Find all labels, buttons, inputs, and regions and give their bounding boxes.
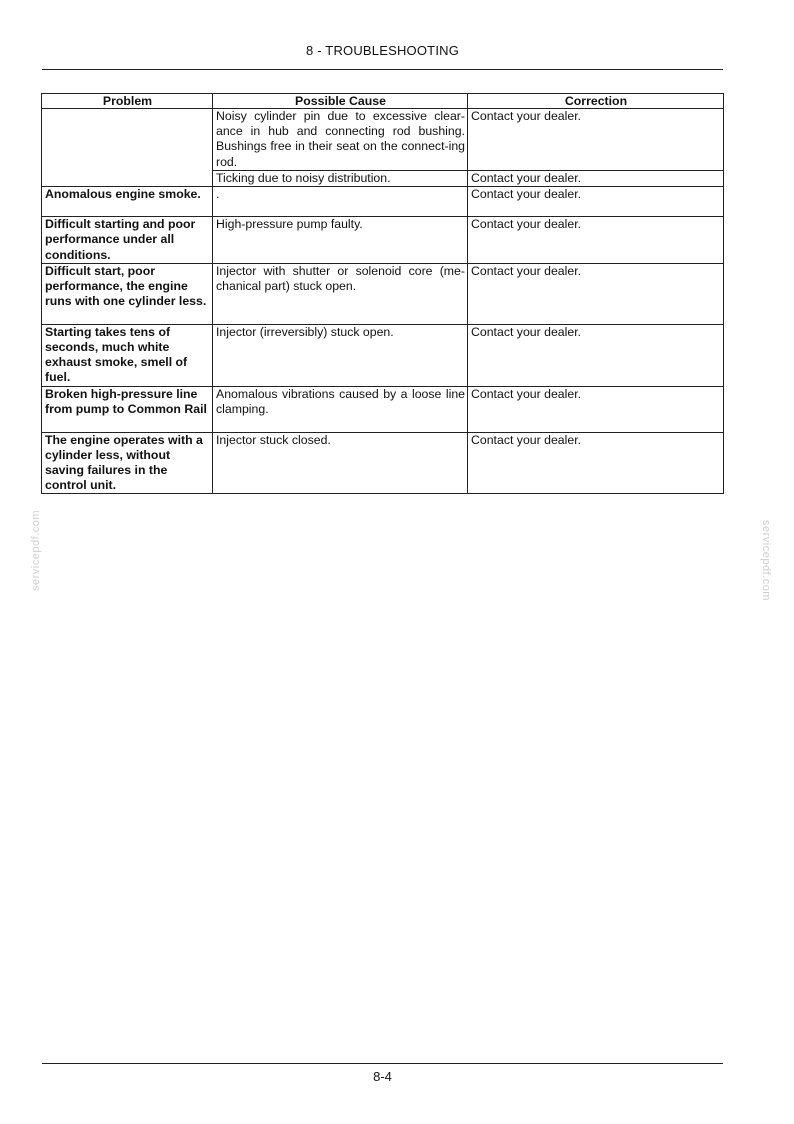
table-row bbox=[42, 263, 724, 324]
cause-cell: . bbox=[213, 187, 468, 217]
correction-cell: Contact your dealer. bbox=[468, 171, 724, 187]
problem-cell bbox=[42, 109, 213, 187]
header-divider bbox=[42, 69, 723, 70]
cause-cell: High-pressure pump faulty. bbox=[213, 217, 468, 264]
cause-cell: Noisy cylinder pin due to excessive clear-ance in hub and connecting rod bushing. Bushings free in their seat on the connect-ing rod. bbox=[213, 109, 468, 171]
table-row bbox=[42, 217, 724, 264]
table-row bbox=[42, 187, 724, 217]
correction-cell: Contact your dealer. bbox=[468, 217, 724, 264]
cause-cell: Ticking due to noisy distribution. bbox=[213, 171, 468, 187]
page-number: 8-4 bbox=[373, 1069, 392, 1084]
correction-cell: Contact your dealer. bbox=[468, 386, 724, 432]
cause-cell: Injector with shutter or solenoid core (me-chanical part) stuck open. bbox=[213, 263, 468, 324]
table-header-row bbox=[42, 94, 724, 109]
cause-cell: Injector stuck closed. bbox=[213, 432, 468, 494]
page-header-title: 8 - TROUBLESHOOTING bbox=[305, 43, 460, 58]
column-header-possible-cause: Possible Cause bbox=[213, 94, 468, 109]
table-row bbox=[42, 324, 724, 386]
correction-cell: Contact your dealer. bbox=[468, 109, 724, 171]
troubleshooting-table bbox=[41, 93, 724, 494]
problem-cell: Anomalous engine smoke. bbox=[42, 187, 213, 217]
correction-cell: Contact your dealer. bbox=[468, 187, 724, 217]
table-row bbox=[42, 432, 724, 494]
cause-cell: Injector (irreversibly) stuck open. bbox=[213, 324, 468, 386]
table-row bbox=[42, 109, 724, 171]
problem-cell: Difficult start, poor performance, the engine runs with one cylinder less. bbox=[42, 263, 213, 324]
correction-cell: Contact your dealer. bbox=[468, 432, 724, 494]
watermark-right: servicepdf.com bbox=[760, 520, 772, 601]
problem-cell: Starting takes tens of seconds, much white exhaust smoke, smell of fuel. bbox=[42, 324, 213, 386]
problem-cell: The engine operates with a cylinder less, without saving failures in the control unit. bbox=[42, 432, 213, 494]
column-header-correction: Correction bbox=[468, 94, 724, 109]
watermark-left: servicepdf.com bbox=[30, 510, 42, 591]
problem-cell: Broken high-pressure line from pump to Common Rail bbox=[42, 386, 213, 432]
correction-cell: Contact your dealer. bbox=[468, 324, 724, 386]
correction-cell: Contact your dealer. bbox=[468, 263, 724, 324]
column-header-problem: Problem bbox=[42, 94, 213, 109]
cause-cell: Anomalous vibrations caused by a loose line clamping. bbox=[213, 386, 468, 432]
footer-divider bbox=[42, 1063, 723, 1064]
problem-cell: Difficult starting and poor performance under all conditions. bbox=[42, 217, 213, 264]
table-row bbox=[42, 386, 724, 432]
